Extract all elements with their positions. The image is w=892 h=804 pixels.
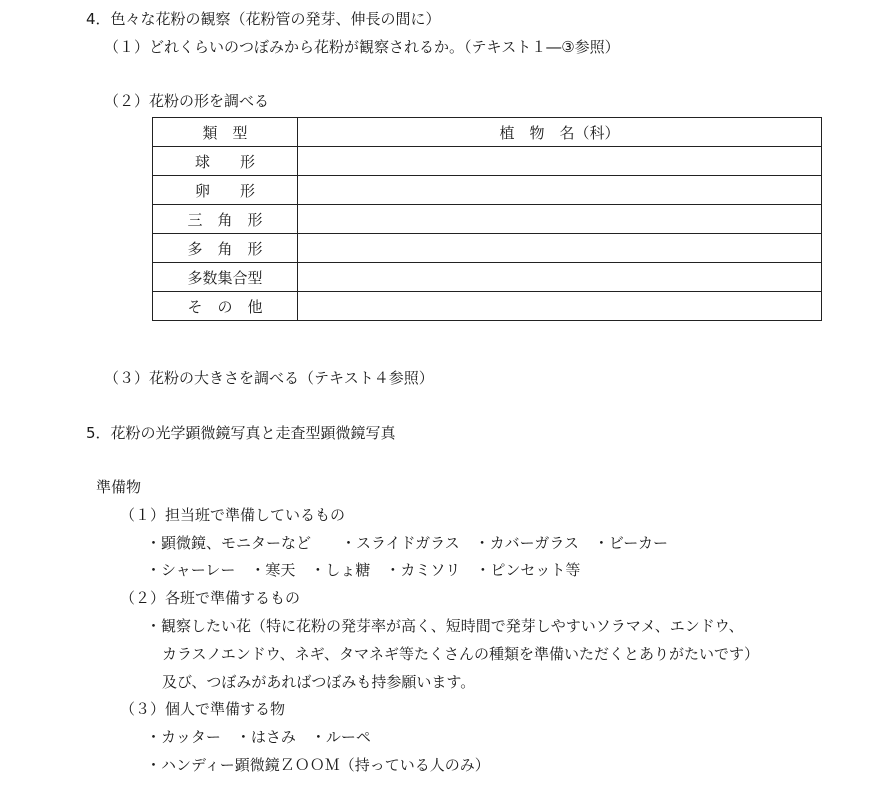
- table-cell-type: 多 角 形: [153, 234, 298, 263]
- prep-3-heading: （３）個人で準備する物: [120, 700, 286, 718]
- table-cell-plant[interactable]: [298, 263, 822, 292]
- table-row: [153, 147, 822, 176]
- table-cell-type: 球 形: [153, 147, 298, 176]
- table-cell-plant[interactable]: [298, 147, 822, 176]
- prep-2-items-line-1: ・観察したい花（特に花粉の発芽率が高く、短時間で発芽しやすいソラマメ、エンドウ、: [146, 617, 744, 635]
- table-header-type: 類 型: [153, 118, 298, 147]
- pollen-shape-table: [152, 117, 822, 321]
- prep-2-items-line-2: カラスノエンドウ、ネギ、タマネギ等たくさんの種類を準備いただくとありがたいです）: [162, 645, 760, 663]
- table-row: [153, 292, 822, 321]
- table-cell-type: 三 角 形: [153, 205, 298, 234]
- table-cell-plant[interactable]: [298, 205, 822, 234]
- table-row: [153, 234, 822, 263]
- prep-1-items-line-2: ・シャーレー ・寒天 ・しょ糖 ・カミソリ ・ピンセット等: [146, 561, 581, 579]
- prep-1-items-line-1: ・顕微鏡、モニターなど ・スライドガラス ・カバーガラス ・ビーカー: [146, 534, 669, 552]
- prep-1-heading: （１）担当班で準備しているもの: [120, 506, 346, 524]
- section-4-title: 4．色々な花粉の観察（花粉管の発芽、伸長の間に）: [86, 10, 441, 28]
- table-row: [153, 176, 822, 205]
- table-cell-plant[interactable]: [298, 234, 822, 263]
- prep-3-items-line-1: ・カッター ・はさみ ・ルーペ: [146, 728, 371, 746]
- question-1: （１）どれくらいのつぼみから花粉が観察されるか。（テキスト１―③参照）: [104, 38, 620, 56]
- prep-2-items-line-3: 及び、つぼみがあればつぼみも持参願います。: [162, 673, 476, 691]
- table-header-row: [153, 118, 822, 147]
- question-2: （２）花粉の形を調べる: [104, 92, 270, 110]
- table-cell-plant[interactable]: [298, 176, 822, 205]
- table-row: [153, 205, 822, 234]
- prep-2-heading: （２）各班で準備するもの: [120, 589, 301, 607]
- prep-3-items-line-2: ・ハンディー顕微鏡ＺＯＯＭ（持っている人のみ）: [146, 756, 490, 774]
- table-cell-type: 多数集合型: [153, 263, 298, 292]
- table-cell-type: そ の 他: [153, 292, 298, 321]
- prep-heading: 準備物: [96, 478, 142, 496]
- table-row: [153, 263, 822, 292]
- section-5-title: 5．花粉の光学顕微鏡写真と走査型顕微鏡写真: [86, 424, 396, 442]
- question-3: （３）花粉の大きさを調べる（テキスト４参照）: [104, 369, 434, 387]
- table-cell-plant[interactable]: [298, 292, 822, 321]
- table-cell-type: 卵 形: [153, 176, 298, 205]
- table-header-plant: 植 物 名（科）: [298, 118, 822, 147]
